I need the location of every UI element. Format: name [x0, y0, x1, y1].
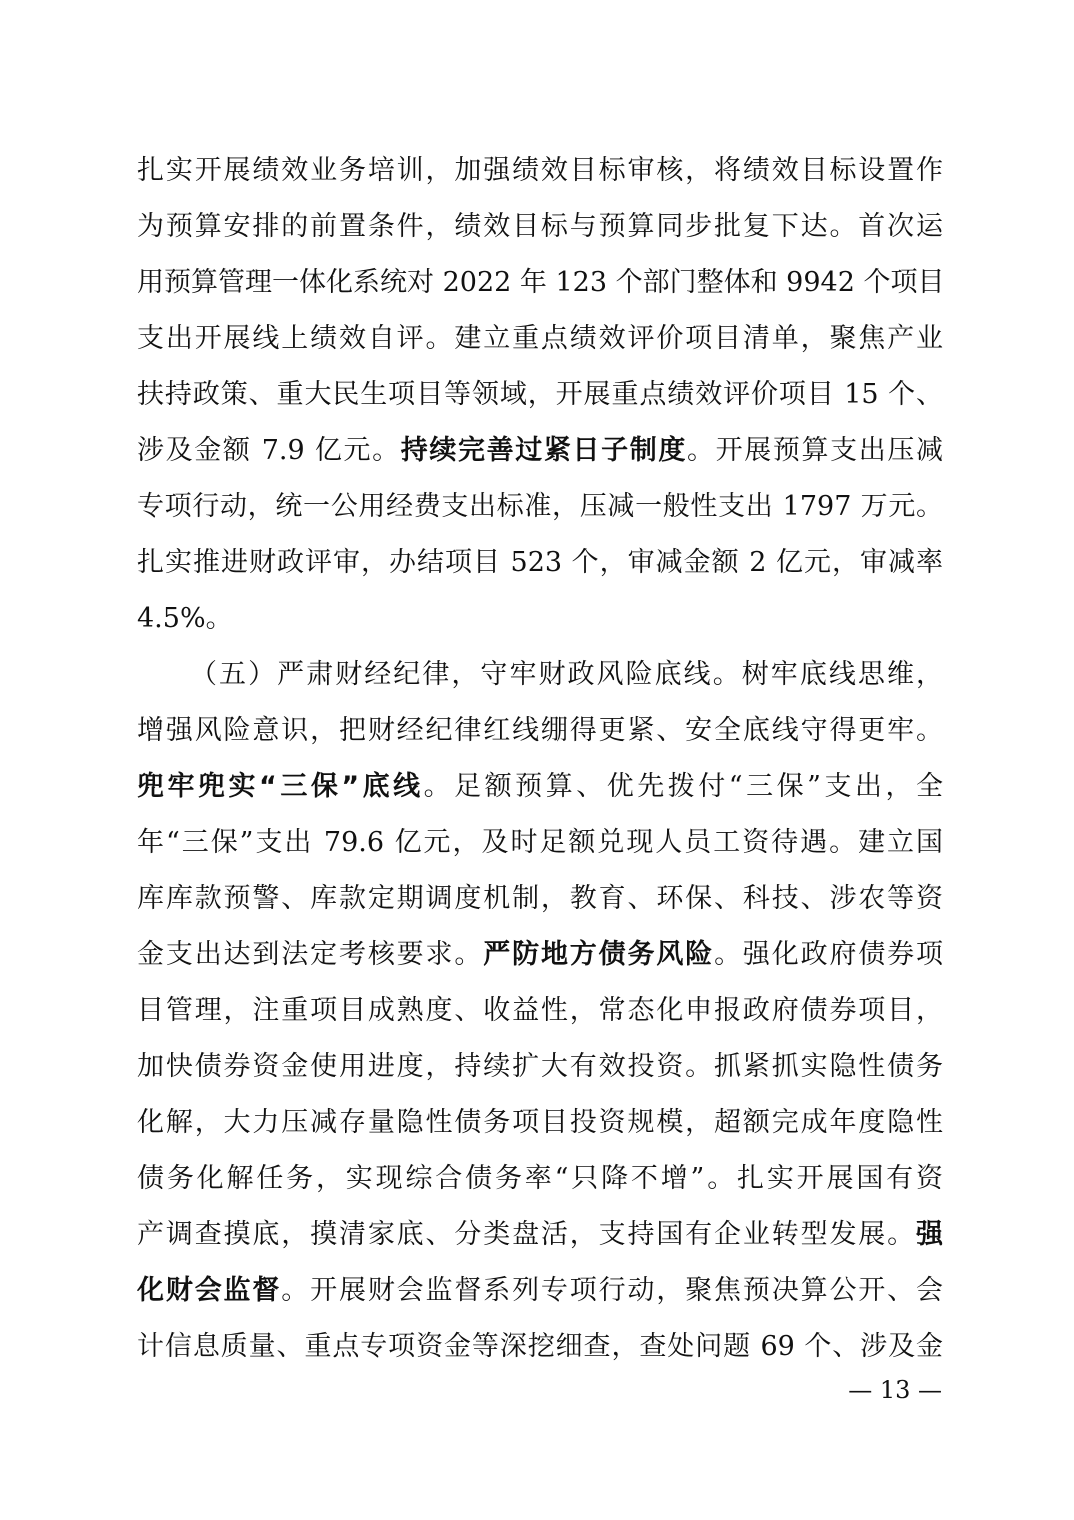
- page-number: — 13 —: [848, 1376, 942, 1404]
- body-text-line: 扎实推进财政评审，办结项目 523 个，审减金额 2 亿元，审减率: [137, 547, 943, 578]
- plain-text: 。开展预算支出压减: [687, 435, 944, 466]
- plain-text: 金支出达到法定考核要求。: [137, 939, 484, 970]
- body-text-line-with-heading: [137, 1271, 943, 1311]
- body-text-line: 为预算安排的前置条件，绩效目标与预算同步批复下达。首次运: [137, 211, 943, 242]
- body-text-line: 扶持政策、重大民生项目等领域，开展重点绩效评价项目 15 个、: [137, 379, 943, 410]
- body-text-line: 扎实开展绩效业务培训，加强绩效目标审核，将绩效目标设置作: [137, 155, 943, 186]
- inline-bold-heading: 持续完善过紧日子制度: [400, 435, 687, 466]
- body-text-line-with-heading: [137, 767, 943, 807]
- body-text-line: 支出开展线上绩效自评。建立重点绩效评价项目清单，聚焦产业: [137, 323, 943, 354]
- body-text-line: 用预算管理一体化系统对 2022 年 123 个部门整体和 9942 个项目: [137, 267, 945, 298]
- inline-bold-heading: 强: [916, 1219, 943, 1250]
- plain-text: 。强化政府债券项: [714, 939, 944, 970]
- body-text-line: 库库款预警、库款定期调度机制，教育、环保、科技、涉农等资: [137, 883, 943, 914]
- plain-text: 。足额预算、优先拨付“三保”支出，全: [423, 771, 943, 802]
- body-text-line-with-heading: [137, 431, 943, 471]
- body-text-line: 债务化解任务，实现综合债务率“只降不增”。扎实开展国有资: [137, 1163, 943, 1194]
- plain-text: 涉及金额 7.9 亿元。: [137, 435, 401, 466]
- body-text-line-with-heading: [137, 1215, 943, 1255]
- body-text-line: 计信息质量、重点专项资金等深挖细查，查处问题 69 个、涉及金: [137, 1331, 943, 1362]
- plain-text: 产调查摸底，摸清家底、分类盘活，支持国有企业转型发展。: [137, 1219, 916, 1250]
- body-text-line: 年“三保”支出 79.6 亿元，及时足额兑现人员工资待遇。建立国: [137, 827, 943, 858]
- inline-bold-heading: 兜牢兜实“三保”底线: [137, 771, 424, 802]
- body-text-line: 专项行动，统一公用经费支出标准，压减一般性支出 1797 万元。: [137, 491, 943, 522]
- inline-bold-heading: 严防地方债务风险: [483, 939, 715, 970]
- body-text-line: 化解，大力压减存量隐性债务项目投资规模，超额完成年度隐性: [137, 1107, 943, 1138]
- inline-bold-heading: 化财会监督: [137, 1275, 282, 1306]
- section-heading-line: （五）严肃财经纪律，守牢财政风险底线。树牢底线思维，: [190, 659, 943, 690]
- plain-text: 。开展财会监督系列专项行动，聚焦预决算公开、会: [281, 1275, 944, 1306]
- body-text-line-with-heading: [137, 935, 943, 975]
- body-text-line: 目管理，注重项目成熟度、收益性，常态化申报政府债券项目，: [137, 995, 943, 1026]
- body-text-line: 增强风险意识，把财经纪律红线绷得更紧、安全底线守得更牢。: [137, 715, 943, 746]
- body-text-line: 加快债券资金使用进度，持续扩大有效投资。抓紧抓实隐性债务: [137, 1051, 943, 1082]
- body-text-line: 4.5%。: [137, 603, 233, 634]
